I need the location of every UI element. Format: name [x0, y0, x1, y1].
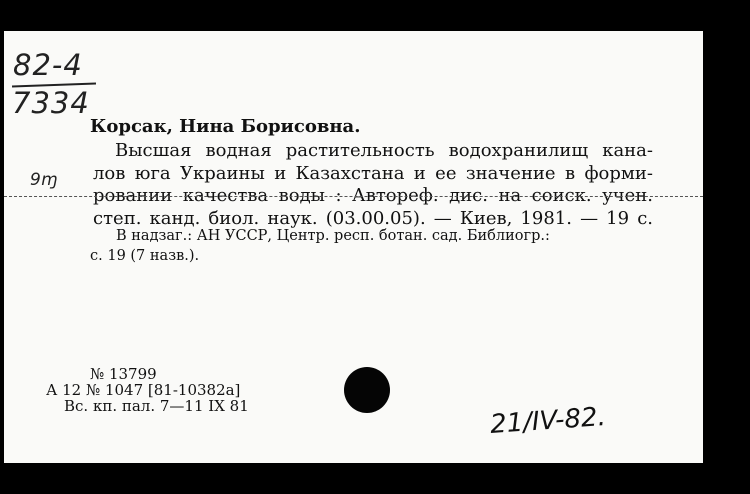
margin-mark: 9ɱ	[30, 170, 58, 190]
note-line: с. 19 (7 назв.).	[90, 248, 200, 264]
card-fold-line	[4, 196, 703, 198]
note	[90, 226, 655, 266]
stamp-number: № 13799	[90, 365, 157, 383]
description-line: Высшая водная растительность водохранилищ кана-	[115, 140, 653, 161]
description-line: лов юга Украины и Казахстана и ее значение в форми-	[93, 162, 653, 184]
handwritten-date: 21/IV-82.	[489, 401, 607, 441]
shelf-mark-top: 82-4	[13, 48, 83, 82]
author-heading: Корсак, Нина Борисовна.	[90, 116, 361, 137]
shelf-mark-bottom: 7334	[12, 86, 90, 120]
description-line: ровании качества воды : Автореф. дис. на соиск. учен.	[93, 185, 653, 206]
stamp-line-3: Вс. кп. пал. 7—11 IX 81	[64, 397, 249, 415]
title-description	[93, 140, 653, 230]
punch-hole	[344, 367, 390, 413]
description-line: степ. канд. биол. наук. (03.00.05). — Киев, 1981. — 19 с.	[93, 207, 653, 229]
note-line: В надзаг.: АН УССР, Центр. респ. ботан. сад. Библиогр.:	[116, 228, 550, 244]
stamp-line-2: А 12 № 1047 [81-10382а]	[46, 381, 241, 399]
